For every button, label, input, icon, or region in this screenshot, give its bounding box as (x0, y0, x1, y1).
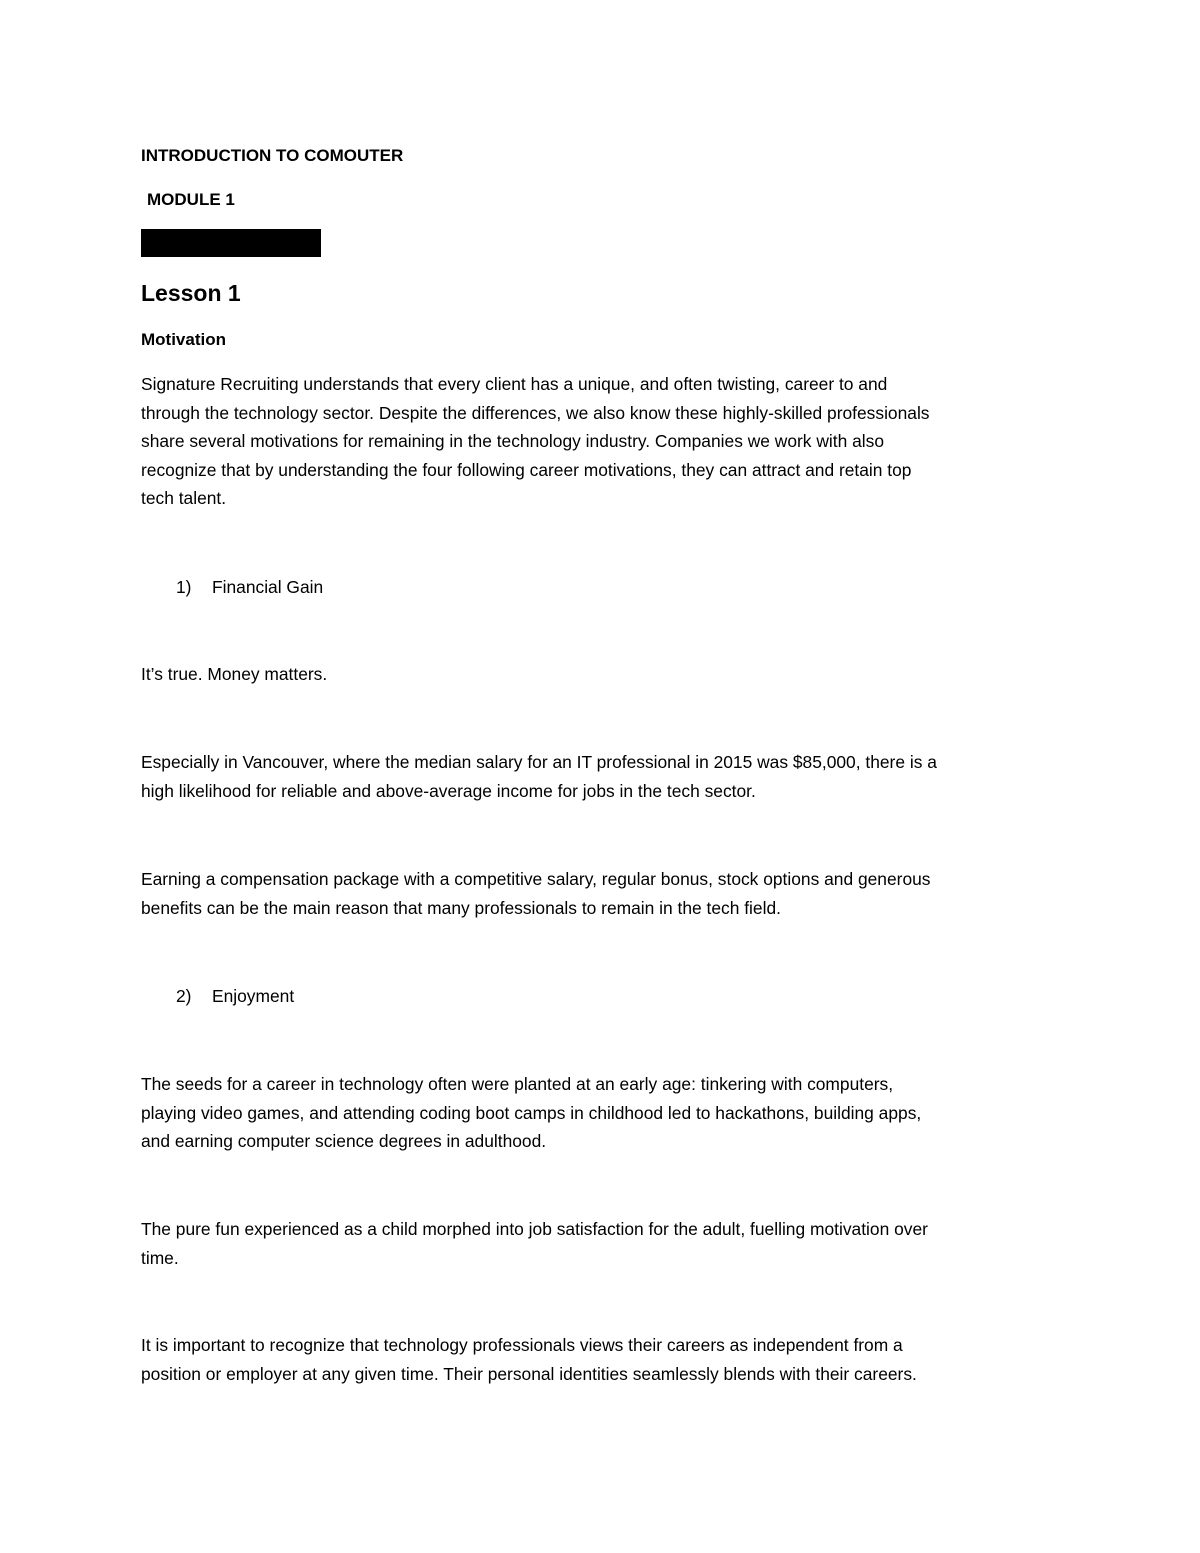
text-line: Especially in Vancouver, where the median salary for an IT professional in 2015 was $85,000, there is a (141, 752, 937, 772)
text-line: Signature Recruiting understands that every client has a unique, and often twisting, career to and (141, 374, 888, 394)
list-number: 1) (176, 577, 192, 597)
list-item-financial-gain (176, 575, 323, 599)
text-line: playing video games, and attending coding boot camps in childhood led to hackathons, building apps, (141, 1102, 922, 1123)
list-label: Financial Gain (212, 577, 324, 597)
paragraph (141, 865, 1061, 922)
text-line: and earning computer science degrees in adulthood. (141, 1131, 547, 1151)
text-line: tech talent. (141, 488, 227, 508)
text-line: through the technology sector. Despite the differences, we also know these highly-skilled professionals (141, 402, 930, 423)
module-title: MODULE 1 (147, 190, 235, 209)
intro-paragraph (141, 370, 1061, 513)
lesson-title: Lesson 1 (141, 280, 241, 306)
text-line: time. (141, 1247, 179, 1268)
paragraph (141, 1331, 1061, 1388)
paragraph (141, 748, 1061, 805)
redaction-bar (141, 229, 321, 257)
text-line: recognize that by understanding the four following career motivations, they can attract and retain top (141, 459, 912, 480)
list-label: Enjoyment (212, 986, 295, 1006)
section-heading: Motivation (141, 330, 226, 349)
text-line: position or employer at any given time. Their personal identities seamlessly blends with their careers. (141, 1363, 917, 1384)
text-line: The pure fun experienced as a child morphed into job satisfaction for the adult, fuelling motivation over (141, 1219, 928, 1239)
paragraph (141, 660, 1061, 689)
text-line: high likelihood for reliable and above-average income for jobs in the tech sector. (141, 780, 756, 801)
list-item-enjoyment (176, 984, 294, 1008)
list-number: 2) (176, 986, 192, 1006)
text-line: It’s true. Money matters. (141, 664, 328, 684)
paragraph (141, 1215, 1061, 1272)
text-line: It is important to recognize that technology professionals views their careers as independent from a (141, 1335, 903, 1355)
text-line: benefits can be the main reason that many professionals to remain in the tech field. (141, 897, 781, 918)
text-line: Earning a compensation package with a competitive salary, regular bonus, stock options and generous (141, 869, 931, 889)
document-title: INTRODUCTION TO COMOUTER (141, 146, 404, 165)
text-line: share several motivations for remaining in the technology industry. Companies we work with also (141, 431, 884, 451)
paragraph (141, 1070, 1061, 1156)
text-line: The seeds for a career in technology often were planted at an early age: tinkering with computers, (141, 1074, 894, 1094)
